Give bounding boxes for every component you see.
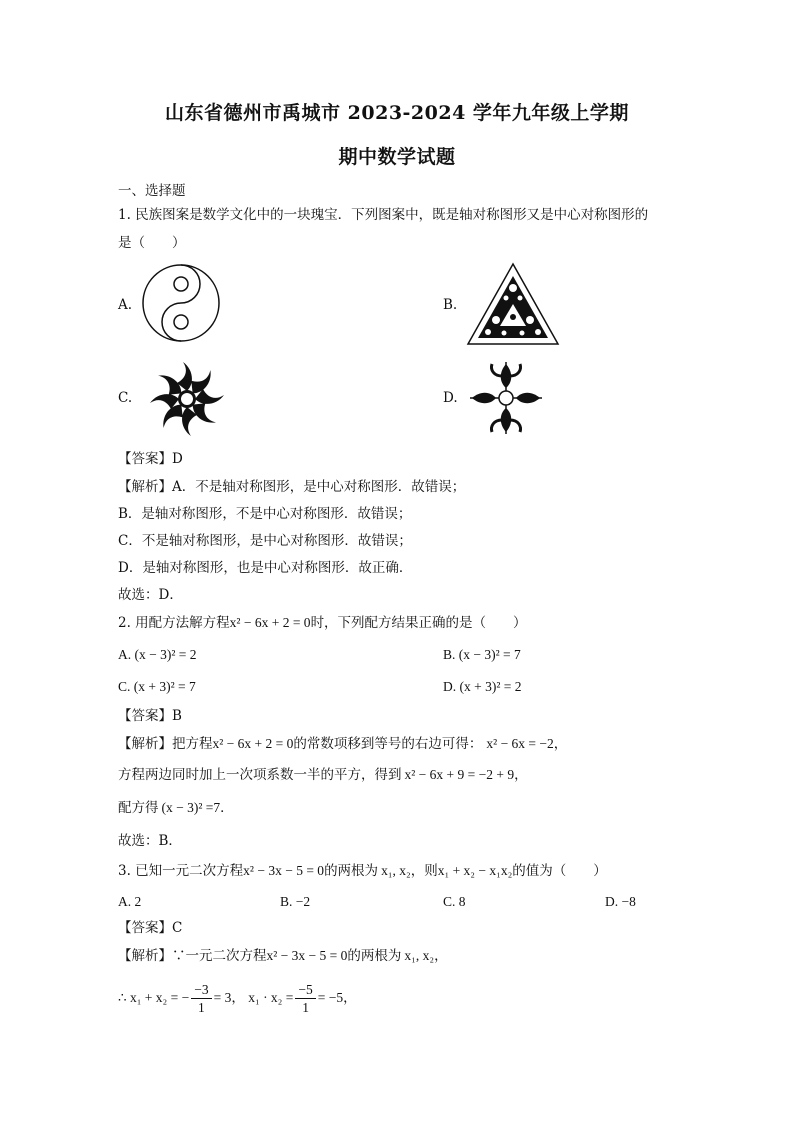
- q3-analysis-line1-end: ，: [434, 948, 448, 964]
- section-heading: 一、选择题: [118, 183, 186, 199]
- q2-analysis-line1-pre: 【解析】把方程: [118, 736, 213, 752]
- q2-analysis-line2-pre: 方程两边同时加上一次项系数一半的平方，得到: [118, 767, 402, 783]
- q3-analysis-vieta-line: [118, 980, 357, 1016]
- root-sum-result: = 3，: [213, 990, 245, 1005]
- root-product-numerator: −5: [295, 981, 315, 999]
- root-sum-lhs: x₁ + x₂ = −: [129, 990, 190, 1005]
- pinwheel-figure: [148, 360, 226, 438]
- q2-analysis-line1-end: ，: [553, 736, 568, 752]
- q2-stem-equation: x² − 6x + 2 = 0: [229, 615, 311, 630]
- therefore-symbol: ∴: [118, 990, 127, 1005]
- q3-option-a: A. 2: [118, 894, 142, 909]
- q2-answer: 【答案】B: [118, 708, 182, 724]
- q2-stem-pre: 2. 用配方法解方程: [118, 615, 230, 631]
- q1-option-d-label: D.: [443, 390, 458, 406]
- q2-analysis-moved-equation: x² − 6x = −2: [486, 736, 554, 751]
- q2-option-d: D. (x + 3)² = 2: [443, 679, 522, 694]
- q1-conclusion: 故选：D．: [118, 587, 183, 603]
- root-product-lhs: x₁ · x₂ =: [248, 990, 294, 1005]
- q3-option-c: C. 8: [443, 894, 466, 909]
- q1-analysis-line1: 【解析】A．不是轴对称图形，是中心对称图形．故错误；: [118, 479, 466, 495]
- q3-option-d: D. −8: [605, 894, 636, 909]
- sierpinski-triangle-figure: [466, 262, 560, 346]
- q3-analysis-line1: [118, 948, 448, 964]
- q2-analysis-line3: [118, 800, 234, 816]
- q2-stem-post: 时，下列配方结果正确的是（ ）: [310, 615, 527, 631]
- q1-option-b-label: B.: [443, 297, 458, 313]
- q3-stem-pre: 3. 已知一元二次方程: [118, 863, 244, 879]
- q2-option-b: B. (x − 3)² = 7: [443, 647, 521, 662]
- root-sum-denominator: 1: [198, 1000, 205, 1016]
- q1-answer: 【答案】D: [118, 451, 183, 467]
- four-leaf-symmetric-figure: [464, 358, 548, 438]
- q2-conclusion: 故选：B．: [118, 833, 182, 849]
- page-subtitle: 期中数学试题: [338, 146, 456, 168]
- q2-analysis-line2-end: ，: [514, 767, 528, 783]
- q3-stem: [118, 863, 607, 879]
- root-product-denominator: 1: [302, 1000, 309, 1016]
- yin-yang-figure: [140, 262, 222, 344]
- q3-stem-mid: 的两根为: [324, 863, 379, 879]
- q3-stem-roots: x₁, x₂: [381, 863, 411, 878]
- q1-analysis-line3: C．不是轴对称图形，是中心对称图形．故错误；: [118, 533, 412, 549]
- page-title: 山东省德州市禹城市 2023-2024 学年九年级上学期: [165, 102, 629, 124]
- q3-analysis-equation: x² − 3x − 5 = 0: [266, 948, 348, 963]
- q2-analysis-line3-end: ．: [220, 800, 234, 816]
- q1-stem-line2: 是（ ）: [118, 235, 186, 251]
- q3-answer: 【答案】C: [118, 920, 183, 936]
- q3-stem-post: 的值为（ ）: [512, 863, 607, 879]
- root-sum-fraction: [191, 981, 211, 1016]
- root-sum-numerator: −3: [191, 981, 211, 999]
- q2-option-a: A. (x − 3)² = 2: [118, 647, 197, 662]
- q1-stem-line1: 1. 民族图案是数学文化中的一块瑰宝．下列图案中，既是轴对称图形又是中心对称图形的: [118, 207, 649, 223]
- root-product-result: = −5，: [317, 990, 357, 1005]
- q3-analysis-line1-pre: 【解析】∵一元二次方程: [118, 948, 267, 964]
- q3-stem-expression: x₁ + x₂ − x₁x₂: [437, 863, 513, 878]
- q3-stem-mid2: ，则: [410, 863, 438, 879]
- q2-analysis-line3-pre: 配方得: [118, 800, 159, 816]
- q2-analysis-line1-mid: 的常数项移到等号的右边可得：: [293, 736, 483, 752]
- q1-option-c-label: C.: [118, 390, 133, 406]
- q3-analysis-roots: x₁, x₂: [404, 948, 435, 963]
- q2-analysis-line1: [118, 736, 567, 752]
- q2-option-c: C. (x + 3)² = 7: [118, 679, 196, 694]
- root-product-fraction: [295, 981, 315, 1016]
- q1-option-a-label: A.: [118, 297, 133, 313]
- q2-analysis-line2: [118, 767, 528, 783]
- q3-option-b: B. −2: [280, 894, 311, 909]
- q2-analysis-added-equation: x² − 6x + 9 = −2 + 9: [404, 767, 515, 782]
- q1-analysis-line4: D．是轴对称图形，也是中心对称图形．故正确．: [118, 560, 413, 576]
- q3-stem-equation: x² − 3x − 5 = 0: [243, 863, 325, 878]
- q2-analysis-completed-square: (x − 3)² =7: [161, 800, 221, 815]
- q1-analysis-line2: B．是轴对称图形，不是中心对称图形．故错误；: [118, 506, 412, 522]
- q2-stem: [118, 615, 527, 631]
- q3-analysis-line1-mid: 的两根为: [347, 948, 402, 964]
- q2-analysis-equation: x² − 6x + 2 = 0: [212, 736, 294, 751]
